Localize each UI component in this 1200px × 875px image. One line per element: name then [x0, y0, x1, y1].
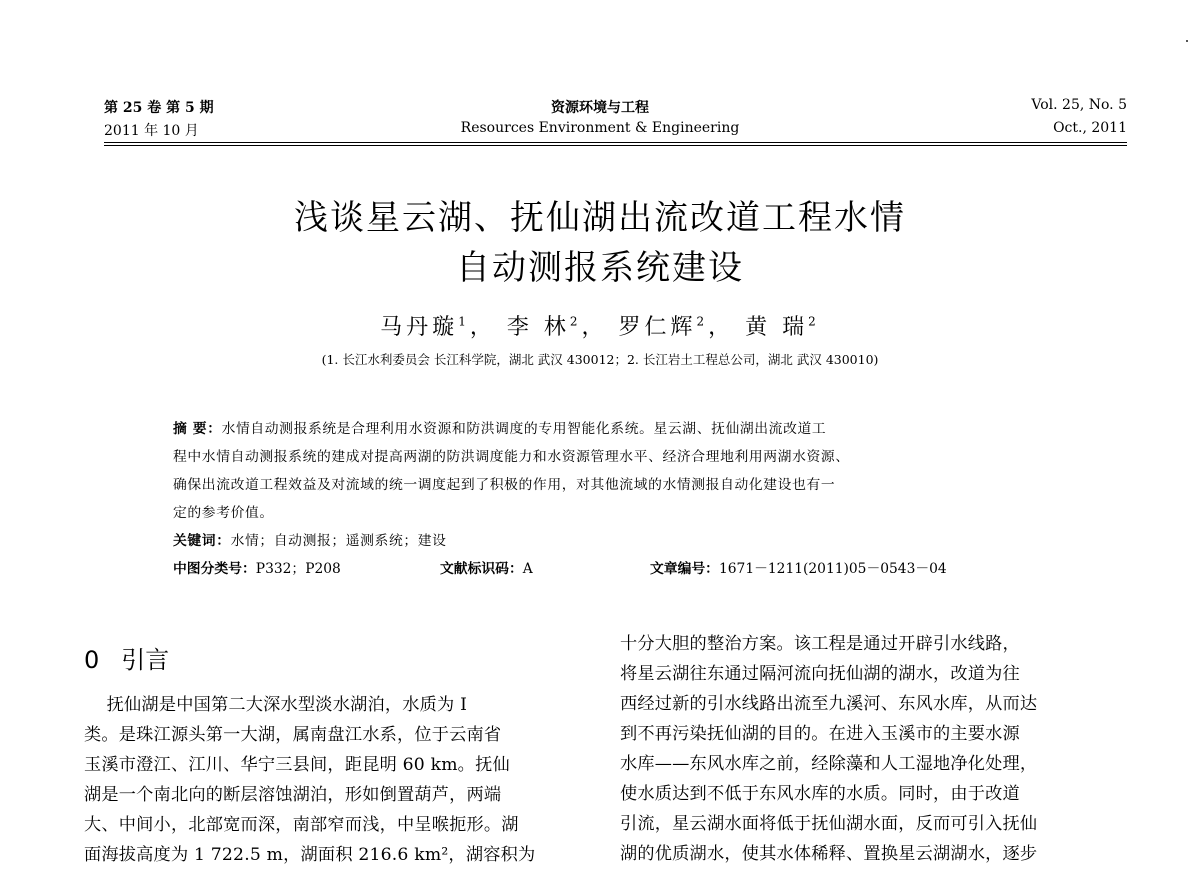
section-number: 0 [84, 646, 100, 674]
keywords [173, 529, 447, 549]
document-code [440, 557, 533, 577]
journal-date-en: Oct., 2011 [1053, 120, 1127, 136]
clc-value: P332；P208 [255, 561, 341, 577]
author-separator: ， [581, 315, 608, 340]
author-separator: ， [469, 315, 496, 340]
abstract-text: 水情自动测报系统是合理利用水资源和防洪调度的专用智能化系统。星云湖、抚仙湖出流改道工 [221, 421, 827, 437]
author-2: 李 林 [506, 315, 570, 340]
doc-code-label: 文献标识码： [440, 561, 523, 577]
author-3: 罗仁辉 [618, 315, 697, 340]
paper-title-line1: 浅谈星云湖、抚仙湖出流改道工程水情 [294, 198, 906, 238]
article-number-label: 文章编号： [650, 561, 719, 577]
body-line: 抚仙湖是中国第二大深水型淡水湖泊，水质为 I [84, 695, 468, 715]
paper-title-line2: 自动测报系统建设 [456, 248, 744, 288]
body-line: 类。是珠江源头第一大湖，属南盘江水系，位于云南省 [84, 725, 502, 745]
abstract-label: 摘 要： [173, 421, 222, 437]
section-heading [84, 640, 169, 675]
clc-number [173, 557, 341, 577]
author-4-affil: 2 [808, 314, 820, 329]
doc-code-value: A [522, 561, 533, 577]
author-1: 马丹璇 [380, 315, 459, 340]
scan-speck [1186, 40, 1188, 42]
body-line: 引流，星云湖水面将低于抚仙湖水面，反而可引入抚仙 [620, 814, 1038, 834]
body-line: 水库——东风水库之前，经除藻和人工湿地净化处理， [620, 754, 1038, 774]
journal-name-en: Resources Environment & Engineering [460, 120, 740, 136]
author-2-affil: 2 [569, 314, 582, 329]
journal-volume-issue: 第 25 卷 第 5 期 [104, 100, 214, 116]
body-line: 湖的优质湖水，使其水体稀释、置换星云湖湖水，逐步 [620, 844, 1038, 864]
author-1-affil: 1 [458, 314, 470, 329]
article-number-value: 1671－1211(2011)05－0543－04 [718, 561, 947, 577]
clc-label: 中图分类号： [173, 561, 256, 577]
author-list [0, 310, 1200, 341]
abstract-line [173, 417, 826, 437]
body-line: 将星云湖往东通过隔河流向抚仙湖的湖水，改道为往 [620, 664, 1020, 684]
author-3-affil: 2 [696, 314, 709, 329]
section-title: 引言 [121, 646, 170, 674]
journal-name-cn: 资源环境与工程 [551, 100, 649, 116]
abstract-line: 程中水情自动测报系统的建成对提高两湖的防洪调度能力和水资源管理水平、经济合理地利用两湖水资源、 [173, 449, 850, 465]
body-line: 面海拔高度为 1 722.5 m，湖面积 216.6 km²，湖容积为 [84, 845, 536, 865]
header-rule-2 [104, 145, 1127, 146]
body-line: 大、中间小，北部宽而深，南部窄而浅，中呈喉扼形。湖 [84, 815, 519, 835]
header-rule [104, 142, 1127, 143]
article-number [650, 557, 947, 577]
keywords-text: 水情；自动测报；遥测系统；建设 [230, 533, 447, 549]
journal-volume-en: Vol. 25, No. 5 [1031, 97, 1127, 113]
body-line: 使水质达到不低于东风水库的水质。同时，由于改道 [620, 784, 1020, 804]
author-separator: ， [708, 315, 735, 340]
author-4: 黄 瑞 [745, 315, 809, 340]
abstract-line: 定的参考价值。 [173, 505, 274, 521]
body-line: 玉溪市澄江、江川、华宁三县间，距昆明 60 km。抚仙 [84, 755, 510, 775]
body-line: 西经过新的引水线路出流至九溪河、东风水库，从而达 [620, 694, 1038, 714]
keywords-label: 关键词： [173, 533, 231, 549]
body-line: 湖是一个南北向的断层溶蚀湖泊，形如倒置葫芦，两端 [84, 785, 502, 805]
affiliation: (1. 长江水利委员会 长江科学院，湖北 武汉 430012；2. 长江岩土工程总公司，湖北 武汉 430010) [321, 352, 879, 367]
abstract-line: 确保出流改道工程效益及对流域的统一调度起到了积极的作用，对其他流域的水情测报自动化建设也有一 [173, 477, 836, 493]
journal-date: 2011 年 10 月 [104, 123, 199, 139]
body-line: 到不再污染抚仙湖的目的。在进入玉溪市的主要水源 [620, 724, 1020, 744]
body-line: 十分大胆的整治方案。该工程是通过开辟引水线路， [620, 634, 1020, 654]
